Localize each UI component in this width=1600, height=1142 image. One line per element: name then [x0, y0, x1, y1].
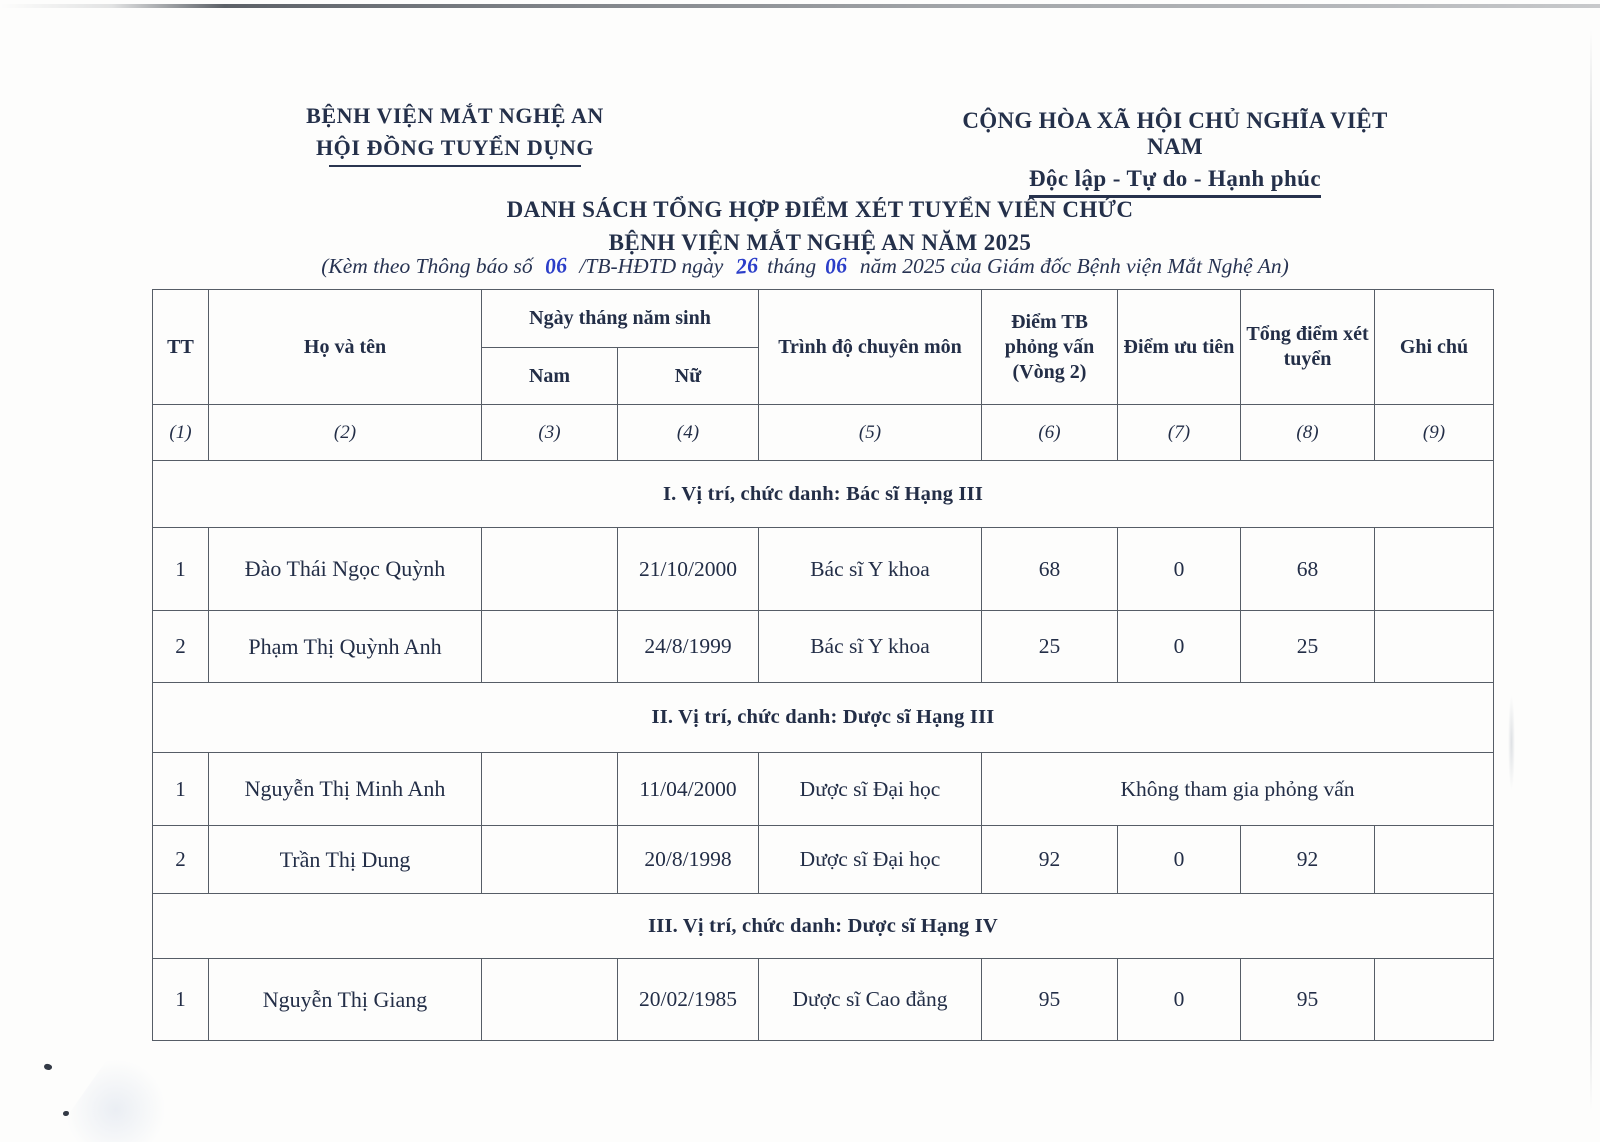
section-header-row — [153, 461, 1494, 528]
col-number: (4) — [618, 405, 759, 461]
section-header-row — [153, 683, 1494, 753]
cell-name: Đào Thái Ngọc Quỳnh — [209, 528, 482, 611]
cell-no-interview-note: Không tham gia phỏng vấn — [982, 753, 1494, 826]
cell-name: Trần Thị Dung — [209, 826, 482, 894]
handwritten-number-1: 06 — [543, 252, 569, 279]
letterhead-issuer — [250, 103, 660, 167]
cell-degree: Bác sĩ Y khoa — [759, 611, 982, 683]
cell-total-score: 95 — [1241, 959, 1375, 1041]
cell-total-score: 68 — [1241, 528, 1375, 611]
cell-tt: 2 — [153, 611, 209, 683]
document-title — [0, 197, 1600, 256]
cell-tt: 1 — [153, 528, 209, 611]
col-number: (2) — [209, 405, 482, 461]
cell-tt: 2 — [153, 826, 209, 894]
col-header-total-score: Tổng điểm xét tuyển — [1241, 290, 1375, 405]
cell-interview-score: 95 — [982, 959, 1118, 1041]
subtitle-text: tháng — [767, 254, 817, 278]
cell-dob-female: 20/8/1998 — [618, 826, 759, 894]
cell-dob-female: 21/10/2000 — [618, 528, 759, 611]
col-header-degree: Trình độ chuyên môn — [759, 290, 982, 405]
cell-interview-score: 92 — [982, 826, 1118, 894]
scan-smudge — [1508, 695, 1515, 790]
table-header-row-1 — [153, 290, 1494, 348]
cell-degree: Dược sĩ Đại học — [759, 753, 982, 826]
handwritten-number-2: 26 — [734, 252, 759, 279]
table-row — [153, 528, 1494, 611]
cell-degree: Dược sĩ Cao đẳng — [759, 959, 982, 1041]
col-header-interview-score: Điểm TB phỏng vấn (Vòng 2) — [982, 290, 1118, 405]
subtitle-text: năm 2025 của Giám đốc Bệnh viện Mắt Nghệ An) — [859, 254, 1289, 278]
cell-name: Nguyễn Thị Minh Anh — [209, 753, 482, 826]
cell-priority-score: 0 — [1118, 826, 1241, 894]
col-header-dob-male: Nam — [482, 348, 618, 405]
cell-note — [1375, 528, 1494, 611]
cell-note — [1375, 826, 1494, 894]
cell-priority-score: 0 — [1118, 959, 1241, 1041]
scan-speck — [43, 1063, 53, 1071]
table-row — [153, 753, 1494, 826]
cell-total-score: 92 — [1241, 826, 1375, 894]
cell-dob-female: 20/02/1985 — [618, 959, 759, 1041]
col-number: (9) — [1375, 405, 1494, 461]
cell-tt: 1 — [153, 959, 209, 1041]
cell-total-score: 25 — [1241, 611, 1375, 683]
issuer-org-name: BỆNH VIỆN MẮT NGHỆ AN — [306, 103, 604, 128]
document-subtitle — [0, 253, 1600, 279]
col-number: (7) — [1118, 405, 1241, 461]
col-number: (1) — [153, 405, 209, 461]
score-table — [152, 289, 1494, 1041]
document-title-line1: DANH SÁCH TỔNG HỢP ĐIỂM XÉT TUYỂN VIÊN CHỨC — [506, 197, 1134, 222]
col-header-note: Ghi chú — [1375, 290, 1494, 405]
cell-priority-score: 0 — [1118, 611, 1241, 683]
scan-smudge — [55, 1044, 192, 1142]
col-number: (3) — [482, 405, 618, 461]
cell-interview-score: 68 — [982, 528, 1118, 611]
col-header-name: Họ và tên — [209, 290, 482, 405]
cell-dob-male — [482, 826, 618, 894]
cell-dob-female: 24/8/1999 — [618, 611, 759, 683]
col-header-tt: TT — [153, 290, 209, 405]
col-number: (5) — [759, 405, 982, 461]
section-title: I. Vị trí, chức danh: Bác sĩ Hạng III — [153, 461, 1494, 528]
section-header-row — [153, 894, 1494, 959]
cell-priority-score: 0 — [1118, 528, 1241, 611]
cell-degree: Bác sĩ Y khoa — [759, 528, 982, 611]
cell-note — [1375, 611, 1494, 683]
cell-dob-male — [482, 528, 618, 611]
section-title: II. Vị trí, chức danh: Dược sĩ Hạng III — [153, 683, 1494, 753]
subtitle-text: /TB-HĐTD ngày — [579, 254, 724, 278]
cell-note — [1375, 959, 1494, 1041]
national-title: CỘNG HÒA XÃ HỘI CHỦ NGHĨA VIỆT NAM — [962, 108, 1388, 159]
cell-dob-male — [482, 753, 618, 826]
cell-degree: Dược sĩ Đại học — [759, 826, 982, 894]
national-motto: Độc lập - Tự do - Hạnh phúc — [1029, 166, 1321, 198]
col-header-dob-female: Nữ — [618, 348, 759, 405]
cell-dob-male — [482, 611, 618, 683]
col-number: (8) — [1241, 405, 1375, 461]
col-number: (6) — [982, 405, 1118, 461]
table-row — [153, 611, 1494, 683]
column-number-row — [153, 405, 1494, 461]
handwritten-number-3: 06 — [824, 252, 849, 279]
cell-name: Phạm Thị Quỳnh Anh — [209, 611, 482, 683]
cell-dob-male — [482, 959, 618, 1041]
issuer-underline — [329, 165, 581, 167]
issuer-council-name: HỘI ĐỒNG TUYỂN DỤNG — [315, 135, 595, 160]
scan-top-edge-line — [0, 4, 1600, 8]
col-header-priority-score: Điểm ưu tiên — [1118, 290, 1241, 405]
table-row — [153, 959, 1494, 1041]
section-title: III. Vị trí, chức danh: Dược sĩ Hạng IV — [153, 894, 1494, 959]
table-row — [153, 826, 1494, 894]
col-header-dob: Ngày tháng năm sinh — [482, 290, 759, 348]
letterhead-national — [935, 108, 1415, 198]
cell-interview-score: 25 — [982, 611, 1118, 683]
subtitle-text: (Kèm theo Thông báo số — [321, 254, 533, 278]
document-title-line2: BỆNH VIỆN MẮT NGHỆ AN NĂM 2025 — [608, 230, 1032, 255]
cell-dob-female: 11/04/2000 — [618, 753, 759, 826]
cell-tt: 1 — [153, 753, 209, 826]
cell-name: Nguyễn Thị Giang — [209, 959, 482, 1041]
scan-page-right-edge — [1590, 30, 1592, 1110]
